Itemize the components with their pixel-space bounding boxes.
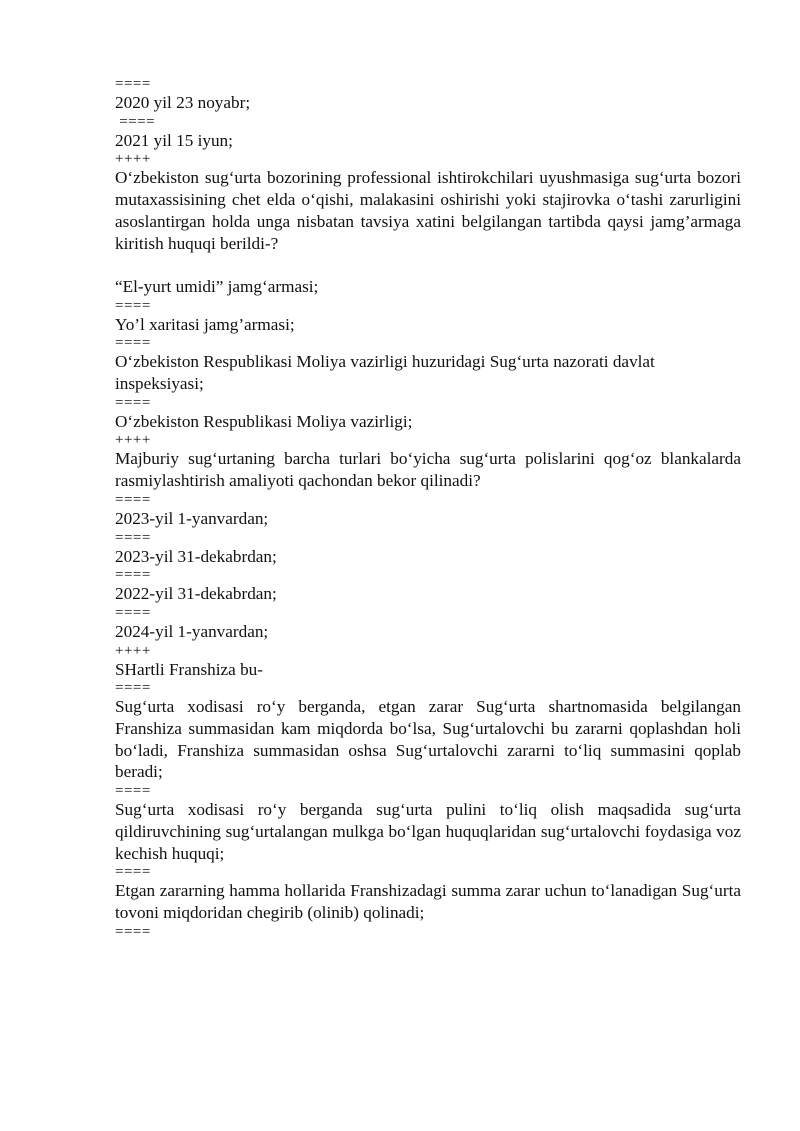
separator: ==== — [115, 680, 151, 697]
answer-option: Yo’l xaritasi jamg’armasi; — [115, 314, 295, 334]
answer-option: 2022-yil 31-dekabrdan; — [115, 584, 277, 604]
document-page — [115, 76, 741, 940]
question-marker: ++++ — [115, 151, 151, 168]
separator: ==== — [115, 297, 151, 314]
answer-option: 2024-yil 1-yanvardan; — [115, 621, 269, 641]
blank-line — [115, 254, 741, 276]
answer-option: 2021 yil 15 iyun; — [115, 130, 233, 150]
separator: ==== — [115, 923, 151, 940]
separator: ==== — [115, 783, 151, 800]
answer-option: Sug‘urta xodisasi ro‘y berganda sug‘urta pulini to‘liq olish maqsadida sug‘urta qildiruvchining sug‘urtalangan mulkga bo‘lgan huquqlaridan sug‘urtalovchi foydasiga voz kechish huquqi; — [115, 800, 741, 863]
separator: ==== — [115, 394, 151, 411]
separator: ==== — [115, 567, 151, 584]
answer-option: “El-yurt umidi” jamg‘armasi; — [115, 276, 319, 296]
answer-option: 2023-yil 31-dekabrdan; — [115, 546, 277, 566]
separator: ==== — [115, 335, 151, 352]
question-text: O‘zbekiston sug‘urta bozorining professional ishtirokchilari uyushmasiga sug‘urta bozori mutaxassisining chet elda o‘qishi, malakasini oshirishi yoki stajirovka o‘tashi zarurligini asoslantirgan holda unga nisbatan tavsiya xatini belgilangan tartibda qaysi jamg’armaga kiritish huquqi berildi-? — [115, 168, 741, 253]
answer-option: Sug‘urta xodisasi ro‘y berganda, etgan zarar Sug‘urta shartnomasida belgilangan Franshiza summasidan kam miqdorda bo‘lsa, Sug‘urtalovchi bu zararni qoplashdan holi bo‘ladi, Franshiza summasidan oshsa Sug‘urtalovchi zararni to‘liq summasini qoplab beradi; — [115, 697, 741, 782]
answer-option: O‘zbekiston Respublikasi Moliya vazirligi; — [115, 411, 413, 431]
answer-option: O‘zbekiston Respublikasi Moliya vazirligi huzuridagi Sug‘urta nazorati davlat inspeksiyasi; — [115, 352, 660, 394]
answer-option: 2020 yil 23 noyabr; — [115, 93, 251, 112]
question-marker: ++++ — [115, 642, 151, 659]
question-marker: ++++ — [115, 432, 151, 449]
separator: ==== — [115, 529, 151, 546]
separator: ==== — [115, 113, 156, 130]
answer-option: 2023-yil 1-yanvardan; — [115, 508, 269, 528]
question-text: SHartli Franshiza bu- — [115, 659, 263, 679]
separator: ==== — [115, 864, 151, 881]
question-text: Majburiy sug‘urtaning barcha turlari bo‘yicha sug‘urta polislarini qog‘oz blankalarda rasmiylashtirish amaliyoti qachondan bekor qilinadi? — [115, 449, 741, 491]
separator: ==== — [115, 491, 151, 508]
separator: ==== — [115, 76, 151, 92]
answer-option: Etgan zararning hamma hollarida Franshizadagi summa zarar uchun to‘lanadigan Sug‘urta tovoni miqdoridan chegirib (olinib) qolinadi; — [115, 881, 741, 922]
separator: ==== — [115, 604, 151, 621]
